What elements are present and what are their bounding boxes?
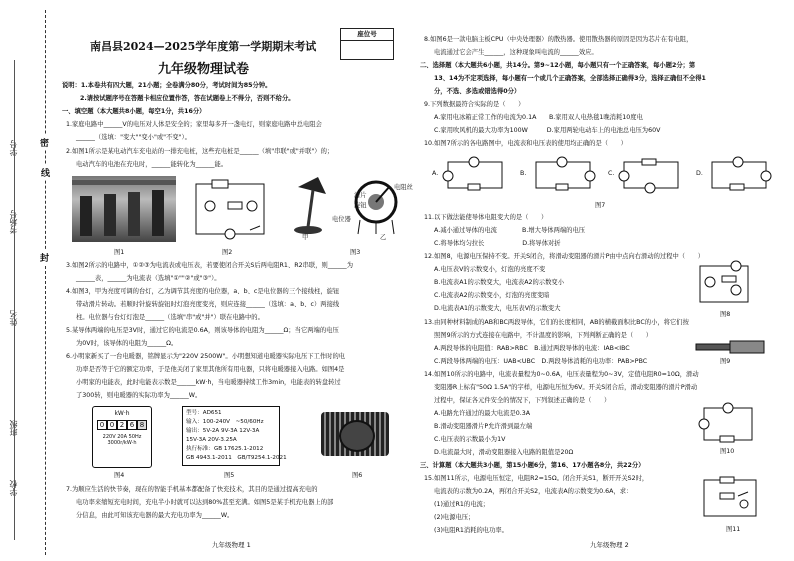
question-line: 变阻器R上标有"50Ω 1.5A"的字样，电源电压恒为6V。开关S闭合后，滑动变阻器的滑片P滑动 [434, 384, 698, 391]
circuit-option-a [444, 154, 506, 194]
page-footer: 九年级物理 1 [212, 541, 251, 549]
option-line: C.将导体均匀拉长 D.将导体对折 [434, 240, 561, 247]
meter-digit: 6 [127, 420, 137, 430]
meter-spec: 220V 20A 50Hz [102, 434, 142, 440]
meter-digit: 0 [97, 420, 107, 430]
circuit-diagram-fig11 [700, 476, 760, 520]
figure-caption: 图1 [114, 249, 125, 256]
choice-label: D. [696, 170, 703, 177]
option-line: C.电压表的示数最小为1V [434, 436, 506, 443]
section-title: 二、选择题（本大题共6小题，共14分。第9~12小题，每小题只有一个正确答案，每小题2分；第 [420, 62, 696, 69]
exam-subtitle: 九年级物理试卷 [158, 62, 250, 77]
section-title: 一、填空题（本大题共8小题，每空1分，共16分） [62, 108, 206, 115]
seal-char: 线 [41, 165, 50, 180]
question-line: 4.如图3，甲为亮度可调的台灯，乙为调节其亮度的电位器，a、b、c是电位器的三个接线柱，旋钮 [66, 288, 340, 295]
figure-caption: 图11 [726, 526, 741, 533]
question-line: 8.如图6是一款电脑主板CPU（中央处理器）的散热器。使用散热器的原因是因为芯片在有电阻， [424, 36, 693, 43]
figure-caption: 图10 [720, 448, 735, 455]
meter-digit: 0 [107, 420, 117, 430]
option-line: C.电流表A2的示数变小，灯泡的亮度变暗 [434, 292, 550, 299]
fig3-slider-label: 滑片 [354, 192, 367, 199]
circuit-option-d [708, 154, 770, 194]
choice-label: A. [432, 170, 439, 177]
question-line: 9.下列数据最符合实际的是（ ） [424, 101, 525, 108]
question-line: (2)电源电压； [434, 514, 475, 521]
circuit-diagram-fig8 [696, 262, 752, 306]
question-line: 5.某导体两端的电压是3V时，通过它的电流是0.6A，则该导体的电阻为______Ω；当它两端的电压 [66, 327, 339, 334]
option-line: A.电压表V的示数变小，灯泡的亮度不变 [434, 266, 546, 273]
fig3-potentiometer-label: 电位器 [332, 216, 351, 223]
question-line: 电动汽车的电池在充电时，______能转化为______能。 [76, 161, 228, 168]
question-line: 柱。电位器与台灯灯泡是______（选填"串"或"并"）联在电路中的。 [76, 314, 264, 321]
option-line: C.家用吹风机的最大功率为100W D.家用两轮电动车上的电池总电压为60V [434, 127, 661, 134]
binding-margin [0, 0, 56, 561]
charger-line: 型号：AD651 [186, 410, 222, 416]
meter-unit: kW·h [114, 410, 130, 417]
circuit-diagram-fig10 [700, 404, 756, 444]
question-line: (1)通过R1的电流； [434, 501, 490, 508]
question-line: 10.如图7所示的各电路图中，电流表和电压表的使用均正确的是（ ） [424, 140, 627, 147]
page-footer: 九年级物理 2 [590, 541, 629, 549]
question-line: ______（选填："变大""变小"或"不变"）。 [76, 134, 191, 141]
question-line: 带动滑片转动。若顺时针旋转旋钮时灯泡亮度变亮，则应连接______（选填：a、b、c）两接线 [76, 301, 340, 308]
choice-label: C. [608, 170, 615, 177]
question-line: 电流通过它会产生______，这种现象叫电流的______效应。 [434, 49, 598, 56]
question-line: 6.小明家新买了一台电暖器，铭牌显示为"220V 2500W"。小明想知道电暖器实际电压下工作时的电 [66, 353, 346, 360]
seat-number-label: 座位号 [341, 29, 393, 41]
question-line: 3.如图2所示的电路中，①②③为电流表或电压表，若要使闭合开关S后两电阻R1、R2串联，则______为 [66, 262, 353, 269]
seat-number-box [340, 28, 394, 60]
right-page [420, 0, 790, 561]
charger-line: 输入：100-240V ~50/60Hz [186, 419, 264, 425]
exam-no-label: 考场号 [9, 210, 18, 234]
question-line: 分信息，由此可知该充电器的最大充电功率为______W。 [76, 512, 234, 519]
question-line: 7.为顺应生活的快节奏，现在的智能手机基本都配备了快充技术，其目的是通过提高充电的 [66, 486, 318, 493]
instruction-line: 2.请按试题序号在答题卡相应位置作答，答在试题卷上不得分，否则不给分。 [80, 95, 295, 102]
charger-line: GB 4943.1-2011 GB/T9254.1-2021 [186, 455, 287, 461]
charger-line: 输出：5V-2A 9V-3A 12V-3A [186, 428, 260, 434]
figure-caption: 图8 [720, 311, 731, 318]
figure-caption: 图4 [114, 472, 125, 479]
option-line: A.电路允许通过的最大电流是0.3A [434, 410, 531, 417]
charger-label-fig5 [182, 406, 287, 466]
option-line: A.两段导体的电阻值：RAB>RBC B.通过两段导体的电流：IAB<IBC [434, 345, 630, 352]
charging-station-photo [72, 176, 176, 242]
option-line: A.减小通过导体的电流 B.增大导体两端的电压 [434, 227, 586, 234]
figure-caption: 图3 [350, 249, 361, 256]
question-line: 11.以下做法能使导体电阻变大的是（ ） [424, 214, 548, 221]
option-line: B.滑动变阻器滑片P允许滑到最左端 [434, 423, 533, 430]
section-title: 13、14为不定项选择，每小题有一个或几个正确答案，全部选择正确得3分，选择正确但不全得1 [434, 75, 706, 82]
left-page [62, 0, 414, 561]
meter-digit: 2 [117, 420, 127, 430]
question-line: 13.由同种材料制成的AB和BC两段导体，它们的长度相同，AB的横截面积比BC的小，将它们按 [424, 319, 689, 326]
question-line: 电功率来缩短充电时间，充电半小时就可以达到80%甚至充满。如图5是某手机充电器上的部 [76, 499, 334, 506]
question-line: 了300转，则电暖器的实际功率为______W。 [76, 392, 202, 399]
school-label: 学校 [9, 480, 18, 496]
figure-caption: 图2 [222, 249, 233, 256]
option-line: D.电流最大时，滑动变阻器接入电路的阻值是20Ω [434, 449, 574, 456]
instruction-line: 说明：1.本卷共有四大题，21小题；全卷满分80分，考试时间为85分钟。 [62, 82, 272, 89]
meter-digit: 8 [137, 420, 147, 430]
seal-char: 封 [40, 250, 49, 265]
fig3-pot-label: 乙 [380, 234, 387, 241]
exam-title: 南昌县2024—2025学年度第一学期期末考试 [90, 40, 317, 53]
option-line: C.两段导体两端的电压：UAB<UBC D.两段导体消耗的电功率：PAB>PBC [434, 358, 648, 365]
class-label: 班级 [9, 420, 18, 436]
seal-line [45, 10, 46, 555]
fig3-knob-label: 旋钮 [354, 202, 367, 209]
section-title: 分，不选、多选或错选得0分） [434, 88, 521, 95]
question-line: 过程中，保证各元件安全的情况下，下列叙述正确的是（ ） [434, 397, 611, 404]
question-line: 小明家的电能表，此时电能表示数是______kW·h，当电暖器持续工作3min，电能表的转盘转过 [76, 379, 341, 386]
question-line: 照图9所示的方式连接在电路中，不计温度的影响，下列判断正确的是（ ） [434, 332, 653, 339]
question-line: 为0V时，该导体的电阻为______Ω。 [76, 340, 178, 347]
figure-caption: 图7 [595, 202, 606, 209]
question-line: 2.如图1所示是某电动汽车充电站的一排充电桩，这些充电桩是______（填"串联"或"并联"）的； [66, 148, 334, 155]
question-line: 电流表的示数为0.2A，再闭合开关S2，电流表A的示数变为0.6A，求： [434, 488, 633, 495]
charger-line: 执行标准：GB 17625.1-2012 [186, 446, 264, 452]
option-line: B.电流表A1的示数变大，电流表A2的示数变小 [434, 279, 564, 286]
name-label: 姓名 [9, 310, 18, 326]
question-line: 1.家庭电路中______V的电压对人体是安全的；家里每多开一盏电灯，则家庭电路中总电阻会 [66, 121, 322, 128]
question-line: 14.如图10所示的电路中，电流表量程为0~0.6A，电压表量程为0~3V，定值电阻R0=10Ω，滑动 [424, 371, 699, 378]
cpu-heatsink-fig6 [317, 406, 393, 464]
figure-caption: 图9 [720, 358, 731, 365]
charger-line: 15V-3A 20V-3.25A [186, 437, 237, 443]
figure-caption: 图5 [224, 472, 235, 479]
circuit-option-c [620, 154, 682, 194]
figure-caption: 图6 [352, 472, 363, 479]
choice-label: B. [520, 170, 527, 177]
question-line: 12.如图8，电源电压保持不变。开关S闭合，将滑动变阻器的滑片P由中点向右滑动的过程中（ ） [424, 253, 704, 260]
circuit-diagram-fig2 [190, 178, 270, 240]
section-title: 三、计算题（本大题共3小题，第15小题6分，第16、17小题各8分，共22分） [420, 462, 645, 469]
fig3-lamp-label: 甲 [302, 234, 309, 241]
student-no-label: 学号 [9, 140, 18, 156]
option-line: A.家用电冰箱正常工作的电流为0.1A B.家用双人电热毯1晚消耗10度电 [434, 114, 643, 121]
question-line: ______表，______为电流表（选填"①""②"或"③"）。 [76, 275, 221, 282]
meter-spec: 3000r/kW·h [107, 440, 137, 446]
option-line: D.电流表A1的示数变大，电压表V的示数变大 [434, 305, 561, 312]
question-line: 功率是否等于它的额定功率，于是他关闭了家里其他所有用电器，只将电暖器接入电路。如图4是 [76, 366, 345, 373]
question-line: 15.如图11所示，电源电压恒定，电阻R2=15Ω。闭合开关S1，断开开关S2时， [424, 475, 649, 482]
circuit-option-b [532, 154, 594, 194]
electric-meter-fig4 [92, 406, 152, 468]
fig3-track-label: 电阻丝 [394, 184, 413, 191]
conductor-fig9 [696, 340, 766, 354]
meter-digits [93, 420, 151, 430]
seal-char: 密 [40, 135, 49, 150]
question-line: (3)电阻R1消耗的电功率。 [434, 527, 508, 534]
